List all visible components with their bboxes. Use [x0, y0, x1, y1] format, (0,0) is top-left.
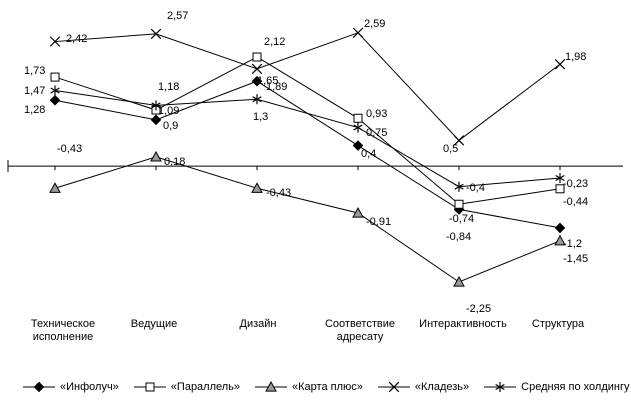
data-point-diamond — [34, 382, 43, 391]
category-label — [108, 318, 200, 331]
series-2 — [50, 152, 565, 286]
category-label-line: Дизайн — [239, 318, 277, 330]
data-point-triangle — [454, 277, 464, 286]
data-value-label: 1,73 — [24, 65, 46, 77]
data-value-label: 0,75 — [366, 127, 388, 139]
data-value-label: 0,18 — [164, 156, 186, 168]
category-label-line: Структура — [531, 318, 585, 330]
legend-label: «Кладезь» — [414, 381, 470, 393]
data-value-label: 1,89 — [266, 81, 288, 93]
data-value-label: -0,74 — [449, 213, 475, 225]
legend-label: «Параллель» — [170, 381, 241, 393]
legend-label: «Инфолуч» — [60, 381, 119, 393]
legend-item-3[interactable] — [377, 380, 469, 394]
data-value-label: 2,12 — [264, 36, 286, 48]
data-value-label: -0,23 — [563, 178, 589, 190]
legend-marker-triangle-icon — [254, 380, 288, 394]
legend-marker-square-icon — [133, 380, 167, 394]
data-value-label: -2,25 — [466, 303, 492, 315]
data-point-square — [253, 53, 261, 61]
category-label-line: исполнение — [32, 331, 94, 343]
data-value-label: 1,65 — [257, 75, 279, 87]
data-value-label: 2,42 — [66, 33, 88, 45]
category-label — [310, 318, 410, 344]
category-label-line: Ведущие — [130, 318, 178, 330]
data-value-label: -0,4 — [466, 182, 485, 194]
series-line — [55, 33, 560, 141]
data-point-cross — [353, 28, 363, 38]
series-line — [55, 90, 560, 186]
data-value-label: 1,18 — [158, 81, 180, 93]
data-point-square — [354, 114, 362, 122]
data-point-star — [354, 123, 363, 133]
data-value-label: 0,4 — [361, 148, 377, 160]
data-point-square — [146, 383, 154, 391]
data-value-label: 2,59 — [364, 18, 386, 30]
category-label — [17, 318, 109, 344]
data-point-diamond — [555, 223, 564, 232]
category-label — [212, 318, 304, 331]
data-value-label: 1,3 — [253, 111, 269, 123]
data-point-square — [455, 200, 463, 208]
data-value-label: 0,9 — [163, 120, 179, 132]
data-value-label: -0,84 — [446, 231, 472, 243]
data-point-triangle — [151, 152, 161, 161]
legend-item-1[interactable] — [133, 380, 240, 394]
series-0 — [50, 77, 564, 233]
series-3 — [50, 28, 565, 145]
series-1 — [51, 53, 564, 208]
data-value-label: 1,09 — [158, 105, 180, 117]
data-value-label: -0,44 — [563, 196, 589, 208]
chart-legend — [22, 380, 630, 394]
legend-marker-star-icon — [483, 380, 517, 394]
data-point-triangle — [50, 183, 60, 192]
category-label-line: адресату — [336, 331, 384, 343]
legend-label: «Карта плюс» — [292, 381, 363, 393]
legend-item-4[interactable] — [483, 380, 629, 394]
series-4 — [51, 85, 565, 191]
data-value-label: 0,93 — [366, 108, 388, 120]
data-value-label: 2,57 — [167, 10, 189, 22]
series-line — [55, 157, 560, 282]
data-value-label: -0,43 — [57, 143, 83, 155]
legend-item-2[interactable] — [254, 380, 363, 394]
data-point-diamond — [50, 96, 59, 105]
category-label — [408, 318, 518, 331]
data-value-label: 0,5 — [443, 143, 459, 155]
data-value-label: -0,91 — [366, 216, 392, 228]
data-point-triangle — [252, 183, 262, 192]
legend-marker-diamond-icon — [22, 380, 56, 394]
legend-marker-cross-icon — [377, 380, 411, 394]
data-value-label: 1,98 — [565, 51, 587, 63]
category-label — [512, 318, 604, 331]
category-label-line: Соответствие — [324, 318, 395, 330]
data-value-label: -1,45 — [563, 253, 589, 265]
data-value-label: 1,47 — [24, 85, 46, 97]
data-value-label: -1,2 — [563, 238, 582, 250]
legend-label: Средняя по холдингу — [521, 381, 630, 393]
data-value-label: -0,43 — [266, 187, 292, 199]
category-label-line: Техническое — [30, 318, 96, 330]
data-point-cross — [555, 59, 565, 69]
legend-item-0[interactable] — [22, 380, 119, 394]
series-line — [55, 81, 560, 228]
data-point-square — [51, 73, 59, 81]
category-label-line: Интерактивность — [419, 318, 507, 330]
data-point-cross — [252, 64, 262, 74]
data-value-label: 1,28 — [24, 104, 46, 116]
